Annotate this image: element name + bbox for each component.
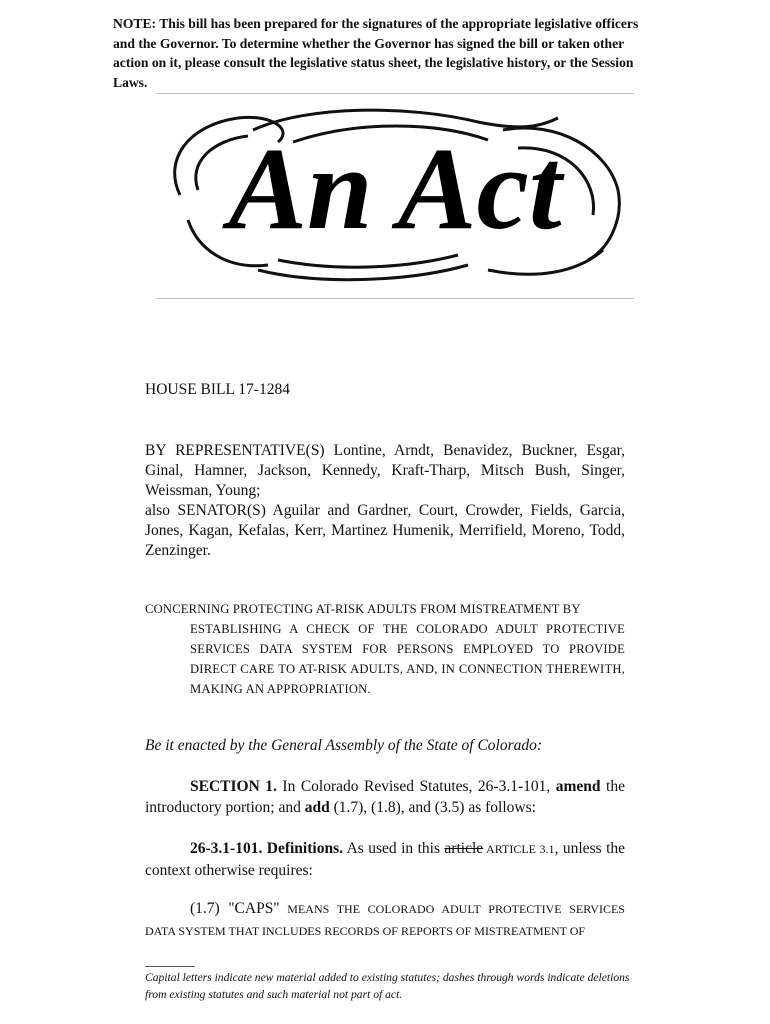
bill-number: HOUSE BILL 17-1284: [145, 381, 290, 398]
section-text-c: (1.7), (1.8), and (3.5) as follows:: [329, 799, 536, 816]
definitions-text-a: As used in this: [342, 840, 445, 857]
section-heading: SECTION 1.: [190, 778, 277, 795]
add-keyword: add: [304, 799, 330, 816]
representatives-list: BY REPRESENTATIVE(S) Lontine, Arndt, Benavidez, Buckner, Esgar, Ginal, Hamner, Jackson, Kennedy, Kraft-Tharp, Mitsch Bush, Singer, Weissman, Young;: [145, 442, 625, 499]
concerning-first-line: CONCERNING PROTECTING AT-RISK ADULTS FROM MISTREATMENT BY: [145, 602, 581, 616]
top-divider: [157, 93, 634, 94]
bill-note: NOTE: This bill has been prepared for the signatures of the appropriate legislative officers and the Governor. To determine whether the Governor has signed the bill or taken other action on it, please consult the legislative status sheet, the legislative history, or the Session Laws.: [113, 16, 639, 90]
footnote-divider: [145, 966, 195, 967]
an-act-logo-graphic: [158, 100, 633, 295]
section-text-b: the introductory portion; and: [145, 778, 625, 816]
amend-keyword: amend: [555, 778, 601, 795]
enacting-clause: Be it enacted by the General Assembly of the State of Colorado:: [145, 737, 543, 754]
concerning-rest: ESTABLISHING A CHECK OF THE COLORADO ADULT PROTECTIVE SERVICES DATA SYSTEM FOR PERSONS EMPLOYED TO PROVIDE DIRECT CARE TO AT-RISK ADULTS, AND, IN CONNECTION THEREWITH, MAKING AN APPROPRIATION.: [190, 622, 625, 696]
footnote: Capital letters indicate new material added to existing statutes; dashes through words indicate deletions from existing statutes and such material not part of act.: [145, 971, 630, 1001]
logo-divider: [157, 298, 634, 299]
definitions-heading: 26-3.1-101. Definitions.: [190, 840, 343, 857]
definitions-section: [145, 838, 625, 881]
struck-word: article: [444, 840, 484, 857]
an-act-logo-text: An Act: [228, 123, 562, 254]
concerning-title: [145, 599, 625, 699]
caps-definition: [145, 898, 625, 942]
section-1: [145, 776, 625, 818]
senators-list: also SENATOR(S) Aguilar and Gardner, Court, Crowder, Fields, Garcia, Jones, Kagan, Kefalas, Kerr, Martinez Humenik, Merrifield, Moreno, Todd, Zenzinger.: [145, 502, 625, 559]
section-text-a: In Colorado Revised Statutes, 26-3.1-101,: [276, 778, 556, 795]
inserted-word: ARTICLE 3.1: [483, 842, 555, 856]
caps-lead: (1.7) "CAPS": [190, 900, 280, 917]
sponsors-block: [145, 441, 625, 561]
an-act-logo: [158, 100, 633, 295]
definitions-text-b: , unless the context otherwise requires:: [145, 840, 626, 879]
caps-text: MEANS THE COLORADO ADULT PROTECTIVE SERVICES DATA SYSTEM THAT INCLUDES RECORDS OF REPORTS OF MISTREATMENT OF: [145, 902, 625, 938]
